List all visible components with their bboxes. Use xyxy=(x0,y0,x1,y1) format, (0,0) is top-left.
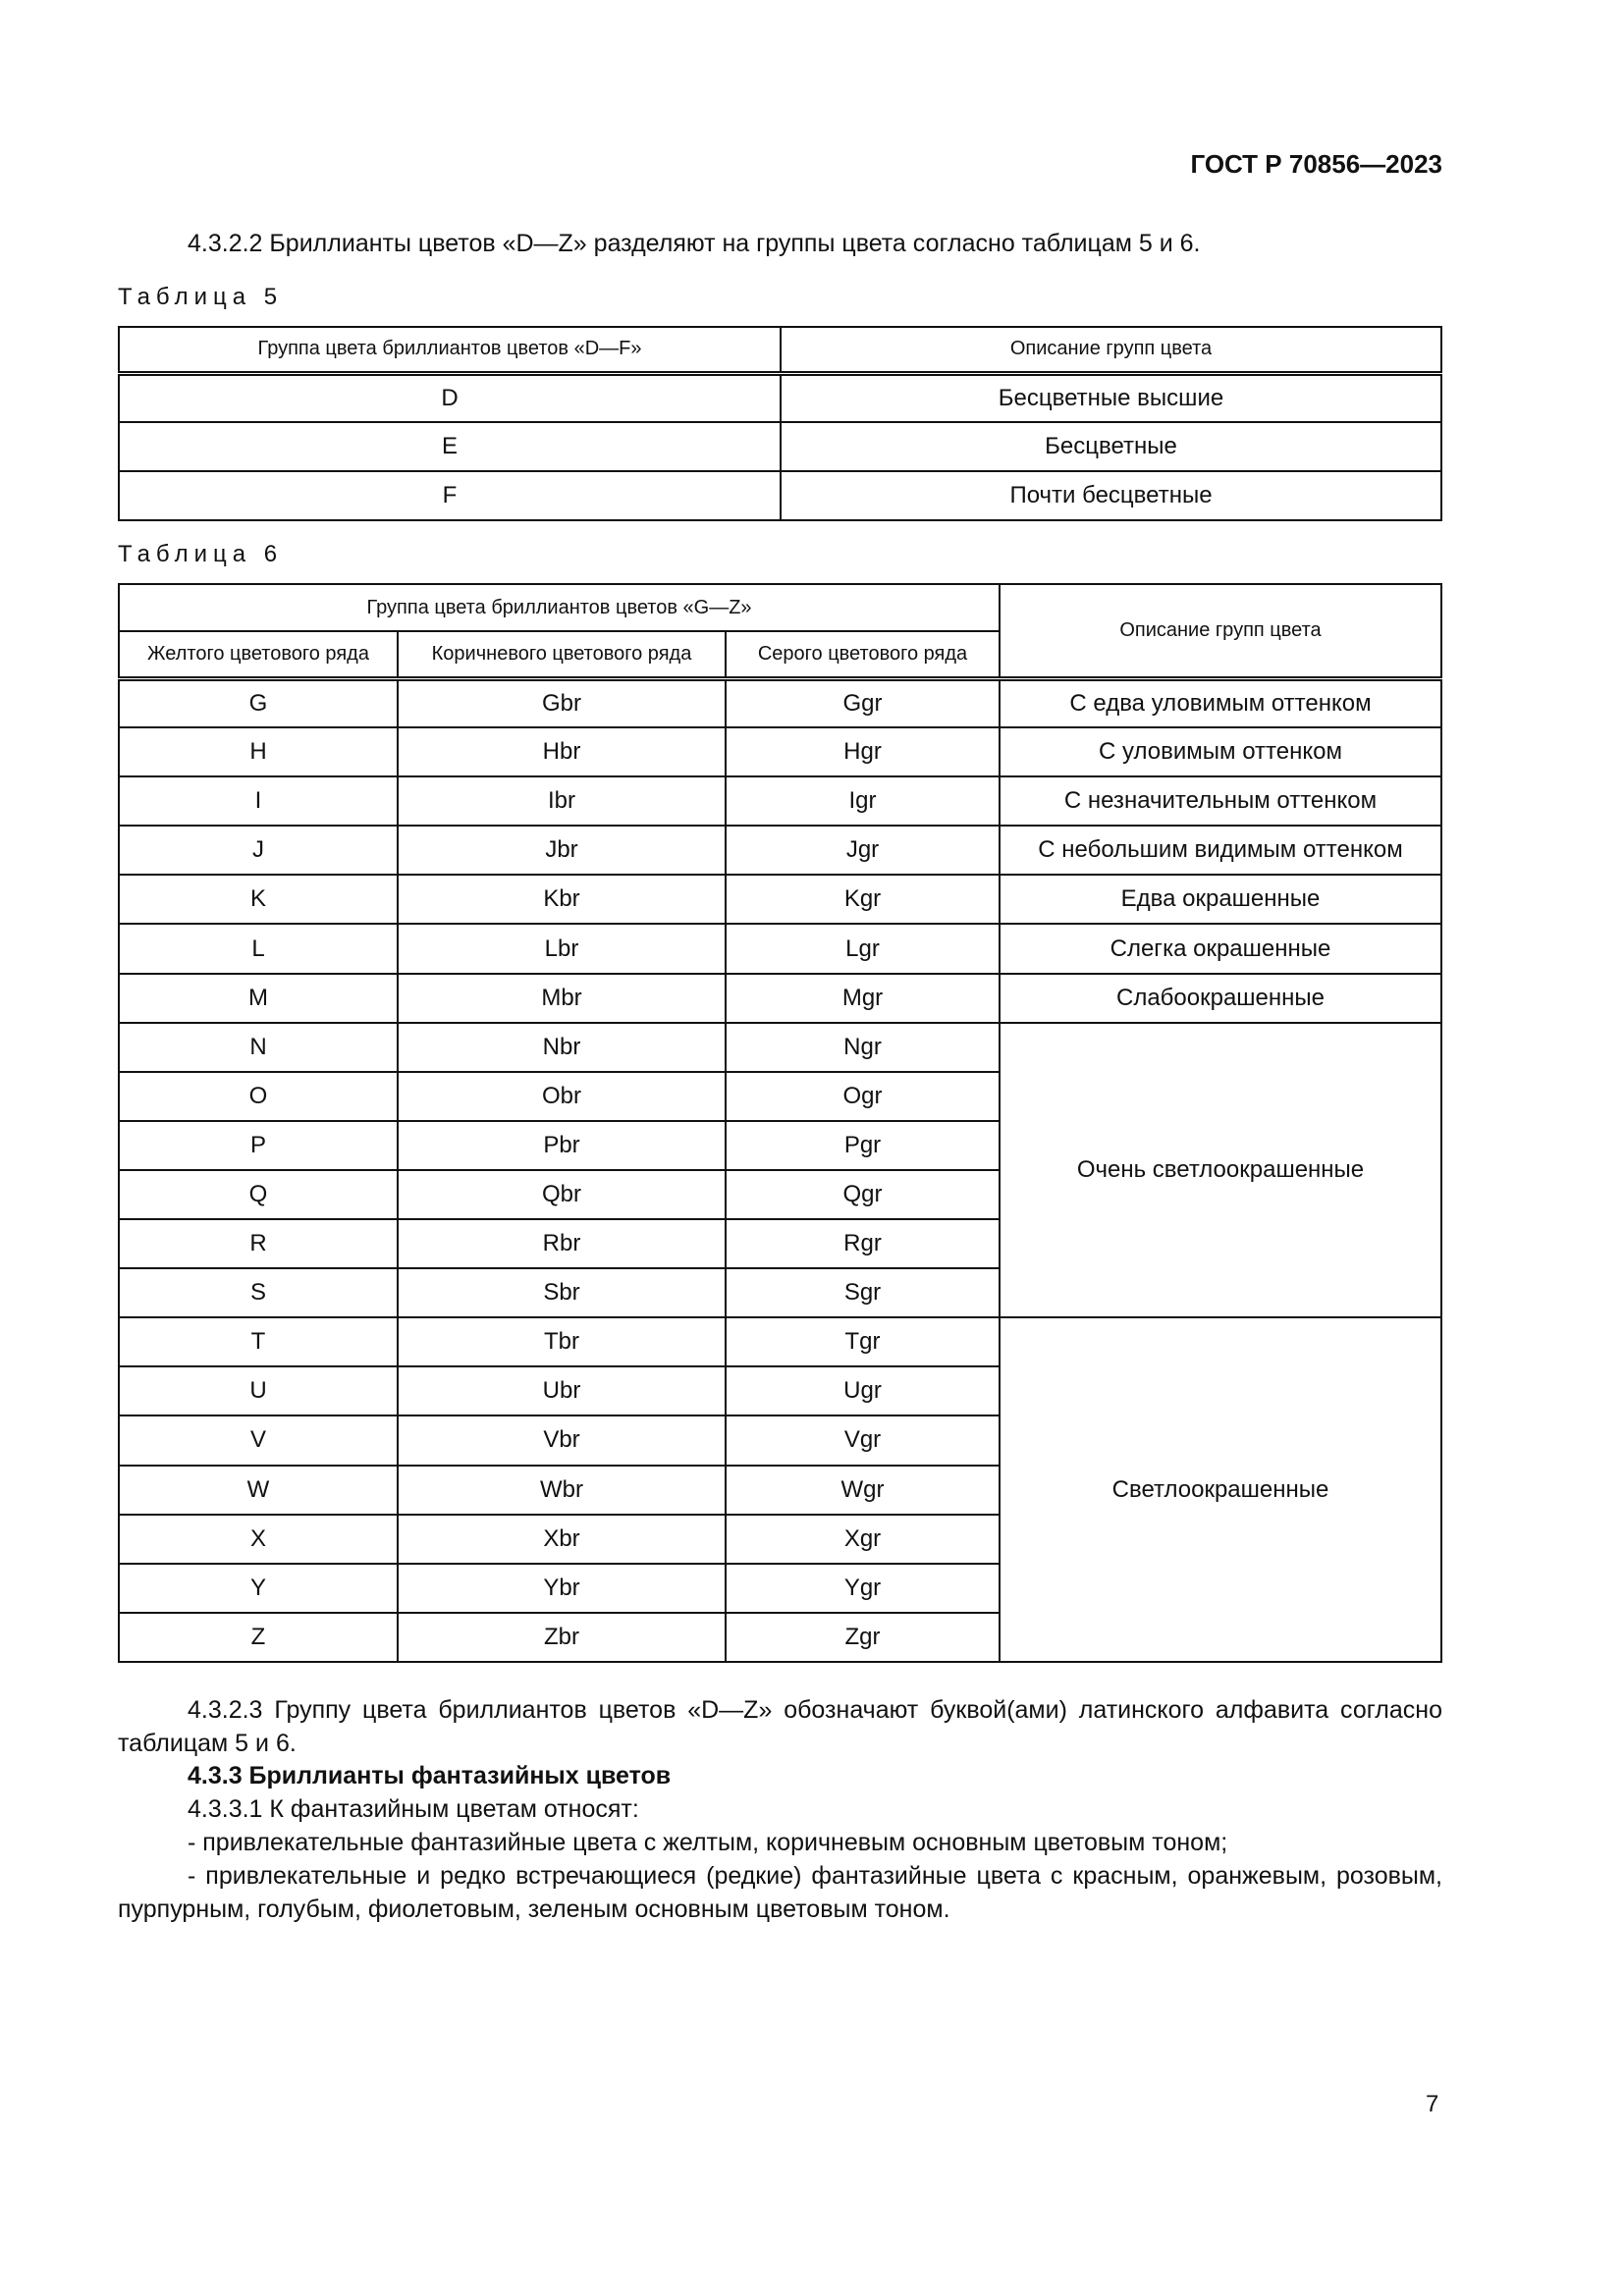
table6-description-cell: Светлоокрашенные xyxy=(1000,1317,1441,1662)
table6-subheader-brown: Коричневого цветового ряда xyxy=(398,631,726,678)
table6-description-cell: С незначительным оттенком xyxy=(1000,776,1441,826)
section-heading-4-3-3: 4.3.3 Бриллианты фантазийных цветов xyxy=(188,1762,672,1789)
table6-description-cell: Слегка окрашенные xyxy=(1000,924,1441,973)
table6-brown-cell: Pbr xyxy=(398,1121,726,1170)
table6-yellow-cell: Z xyxy=(119,1613,398,1662)
table6-grey-cell: Kgr xyxy=(726,875,1000,924)
table6-yellow-cell: W xyxy=(119,1466,398,1515)
table-5 xyxy=(118,326,1442,521)
table6-description-cell: Слабоокрашенные xyxy=(1000,974,1441,1023)
table6-header-description: Описание групп цвета xyxy=(1000,584,1441,678)
table6-brown-cell: Jbr xyxy=(398,826,726,875)
table5-caption: Таблица 5 xyxy=(118,284,284,310)
table6-grey-cell: Ugr xyxy=(726,1366,1000,1415)
table-row xyxy=(119,727,1441,776)
table6-grey-cell: Tgr xyxy=(726,1317,1000,1366)
table6-brown-cell: Sbr xyxy=(398,1268,726,1317)
table6-yellow-cell: X xyxy=(119,1515,398,1564)
table6-subheader-yellow: Желтого цветового ряда xyxy=(119,631,398,678)
table5-header-group: Группа цвета бриллиантов цветов «D—F» xyxy=(119,327,781,373)
table6-grey-cell: Jgr xyxy=(726,826,1000,875)
table6-grey-cell: Pgr xyxy=(726,1121,1000,1170)
table6-grey-cell: Zgr xyxy=(726,1613,1000,1662)
table6-grey-cell: Ogr xyxy=(726,1072,1000,1121)
table6-yellow-cell: T xyxy=(119,1317,398,1366)
page-number: 7 xyxy=(1426,2091,1439,2117)
table6-grey-cell: Lgr xyxy=(726,924,1000,973)
table6-yellow-cell: M xyxy=(119,974,398,1023)
table6-brown-cell: Ibr xyxy=(398,776,726,826)
table6-yellow-cell: R xyxy=(119,1219,398,1268)
table6-grey-cell: Hgr xyxy=(726,727,1000,776)
table6-caption: Таблица 6 xyxy=(118,541,284,567)
paragraph-4-3-2-2: 4.3.2.2 Бриллианты цветов «D—Z» разделяют на группы цвета согласно таблицам 5 и 6. xyxy=(188,230,1201,257)
table5-group-cell: F xyxy=(119,471,781,520)
table5-header-description: Описание групп цвета xyxy=(781,327,1441,373)
table-row xyxy=(119,422,1441,471)
table6-yellow-cell: Y xyxy=(119,1564,398,1613)
table6-brown-cell: Obr xyxy=(398,1072,726,1121)
table6-yellow-cell: P xyxy=(119,1121,398,1170)
table6-description-cell: С едва уловимым оттенком xyxy=(1000,678,1441,727)
table6-grey-cell: Wgr xyxy=(726,1466,1000,1515)
table6-grey-cell: Ngr xyxy=(726,1023,1000,1072)
table6-brown-cell: Lbr xyxy=(398,924,726,973)
table6-yellow-cell: G xyxy=(119,678,398,727)
table-row xyxy=(119,678,1441,727)
table-row xyxy=(119,373,1441,422)
table6-grey-cell: Ygr xyxy=(726,1564,1000,1613)
table6-brown-cell: Mbr xyxy=(398,974,726,1023)
table6-brown-cell: Gbr xyxy=(398,678,726,727)
document-code: ГОСТ Р 70856—2023 xyxy=(1190,149,1442,179)
table6-brown-cell: Ybr xyxy=(398,1564,726,1613)
table-row xyxy=(119,826,1441,875)
table-row xyxy=(119,1023,1441,1072)
table6-subheader-grey: Серого цветового ряда xyxy=(726,631,1000,678)
table-row xyxy=(119,875,1441,924)
table6-brown-cell: Wbr xyxy=(398,1466,726,1515)
table6-grey-cell: Rgr xyxy=(726,1219,1000,1268)
table6-brown-cell: Tbr xyxy=(398,1317,726,1366)
table6-grey-cell: Mgr xyxy=(726,974,1000,1023)
table6-description-cell: Едва окрашенные xyxy=(1000,875,1441,924)
table6-yellow-cell: I xyxy=(119,776,398,826)
table6-description-cell: С уловимым оттенком xyxy=(1000,727,1441,776)
table6-brown-cell: Qbr xyxy=(398,1170,726,1219)
table6-brown-cell: Xbr xyxy=(398,1515,726,1564)
table6-grey-cell: Sgr xyxy=(726,1268,1000,1317)
table6-brown-cell: Kbr xyxy=(398,875,726,924)
table5-description-cell: Бесцветные xyxy=(781,422,1441,471)
table6-yellow-cell: Q xyxy=(119,1170,398,1219)
list-item: - привлекательные и редко встречающиеся (редкие) фантазийные цвета с красным, оранжевым, розовым, пурпурным, голубым, фиолетовым, зеленым основным цветовым тоном. xyxy=(118,1862,1442,1923)
table6-grey-cell: Igr xyxy=(726,776,1000,826)
table5-group-cell: D xyxy=(119,373,781,422)
table5-description-cell: Почти бесцветные xyxy=(781,471,1441,520)
table5-description-cell: Бесцветные высшие xyxy=(781,373,1441,422)
paragraph-4-3-2-3: 4.3.2.3 Группу цвета бриллиантов цветов «D—Z» обозначают буквой(ами) латинского алфавита согласно таблицам 5 и 6. xyxy=(118,1696,1442,1757)
table6-grey-cell: Vgr xyxy=(726,1415,1000,1465)
table6-yellow-cell: K xyxy=(119,875,398,924)
table6-description-cell: Очень светлоокрашенные xyxy=(1000,1023,1441,1318)
table6-grey-cell: Qgr xyxy=(726,1170,1000,1219)
table6-description-cell: С небольшим видимым оттенком xyxy=(1000,826,1441,875)
table6-brown-cell: Nbr xyxy=(398,1023,726,1072)
table6-brown-cell: Zbr xyxy=(398,1613,726,1662)
table6-yellow-cell: H xyxy=(119,727,398,776)
table6-yellow-cell: S xyxy=(119,1268,398,1317)
table-row xyxy=(119,471,1441,520)
table-row xyxy=(119,974,1441,1023)
table-row xyxy=(119,1317,1441,1366)
table-row xyxy=(119,924,1441,973)
table6-yellow-cell: L xyxy=(119,924,398,973)
table5-group-cell: E xyxy=(119,422,781,471)
table6-brown-cell: Hbr xyxy=(398,727,726,776)
table6-yellow-cell: O xyxy=(119,1072,398,1121)
table6-brown-cell: Ubr xyxy=(398,1366,726,1415)
table6-grey-cell: Ggr xyxy=(726,678,1000,727)
table6-yellow-cell: V xyxy=(119,1415,398,1465)
list-item: - привлекательные фантазийные цвета с желтым, коричневым основным цветовым тоном; xyxy=(188,1829,1228,1856)
table6-brown-cell: Vbr xyxy=(398,1415,726,1465)
table-row xyxy=(119,776,1441,826)
table6-grey-cell: Xgr xyxy=(726,1515,1000,1564)
table6-brown-cell: Rbr xyxy=(398,1219,726,1268)
table6-yellow-cell: N xyxy=(119,1023,398,1072)
table6-header-group: Группа цвета бриллиантов цветов «G—Z» xyxy=(119,584,1000,631)
table6-yellow-cell: U xyxy=(119,1366,398,1415)
table6-yellow-cell: J xyxy=(119,826,398,875)
table-6 xyxy=(118,583,1442,1663)
paragraph-4-3-3-1: 4.3.3.1 К фантазийным цветам относят: xyxy=(188,1795,639,1823)
